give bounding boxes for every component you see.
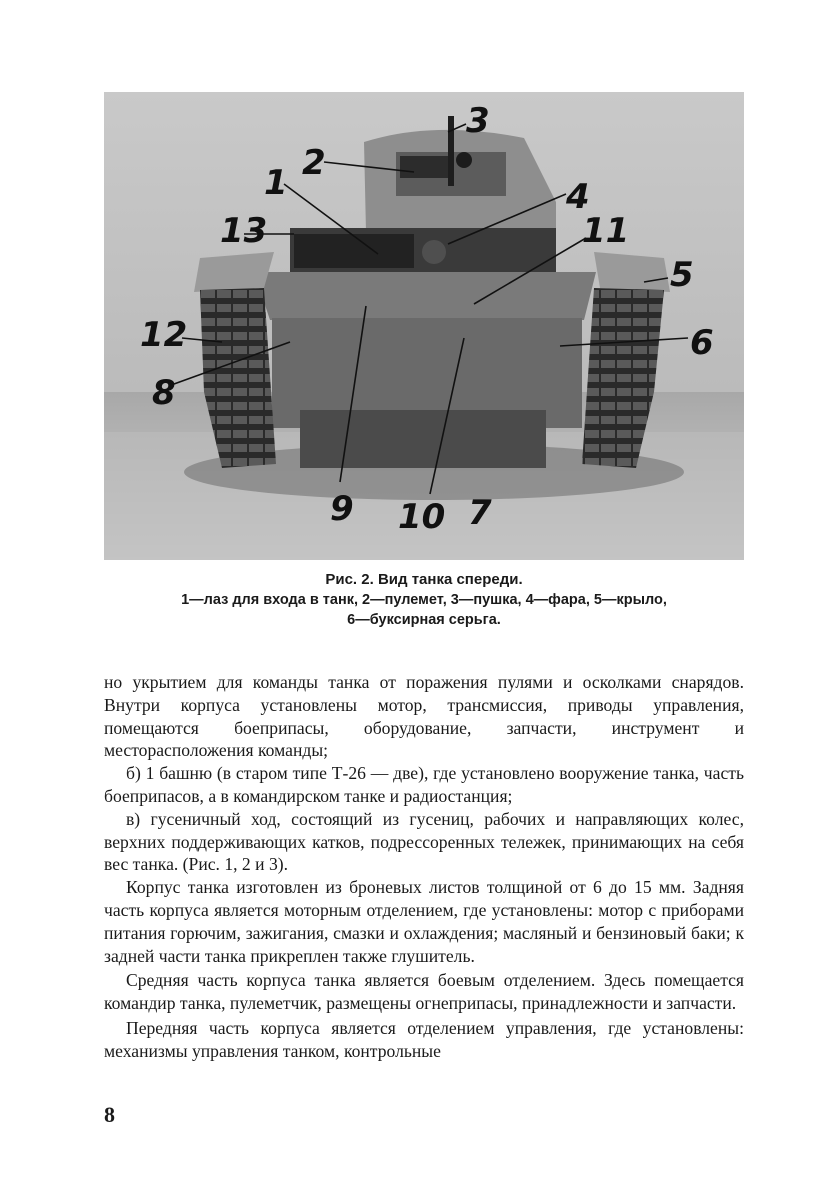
callout-2: 2 — [302, 143, 326, 183]
tank-front-photo — [104, 92, 744, 560]
paragraph: но укрытием для команды танка от поражения пулями и осколками снарядов. Внутри корпуса установлены мотор, трансмиссия, приводы управления, помещаются боеприпасы, оборудование, запчасти, инструмент и месторасположения команды; — [104, 672, 744, 761]
paragraph: Корпус танка изготовлен из броневых листов толщиной от 6 до 15 мм. Задняя часть корпуса является моторным отделением, где установлены: мотор с приборами питания горючим, зажигания, смазки и охлаждения; масляный и бензиновый баки; к задней части танка прикреплен также глушитель. — [104, 877, 744, 966]
callout-9: 9 — [330, 489, 354, 529]
callout-11: 11 — [582, 211, 630, 251]
callout-13: 13 — [220, 211, 268, 251]
figure-caption — [104, 570, 744, 630]
paragraph: в) гусеничный ход, состоящий из гусениц, рабочих и направляющих колес, верхних поддерживающих катков, подрессоренных тележек, принимающих на себя вес танка. (Рис. 1, 2 и 3). — [104, 808, 744, 875]
callout-5: 5 — [670, 255, 694, 295]
callout-3: 3 — [466, 101, 490, 141]
caption-title-line — [104, 570, 744, 590]
callout-12: 12 — [140, 315, 188, 355]
body-text — [104, 671, 744, 1063]
caption-legend-line-2: 6—буксирная серьга. — [347, 612, 501, 628]
callout-1: 1 — [264, 163, 288, 203]
callout-8: 8 — [152, 373, 176, 413]
caption-legend-line-1: 1—лаз для входа в танк, 2—пулемет, 3—пушка, 4—фара, 5—крыло, — [181, 592, 667, 608]
page-number: 8 — [104, 1102, 115, 1127]
tank-photo-drawing — [104, 92, 744, 560]
paragraph: Передняя часть корпуса является отделением управления, где установлены: механизмы управления танком, контрольные — [104, 1017, 744, 1061]
callout-6: 6 — [690, 323, 714, 363]
callout-4: 4 — [566, 177, 590, 217]
paragraph: Средняя часть корпуса танка является боевым отделением. Здесь помещается командир танка, пулеметчик, размещены огнеприпасы, принадлежности и запчасти. — [104, 970, 744, 1014]
callout-7: 7 — [468, 493, 492, 533]
callout-10: 10 — [398, 497, 446, 537]
caption-title: Вид танка спереди. — [377, 571, 523, 588]
paragraph: б) 1 башню (в старом типе Т-26 — две), где установлено вооружение танка, часть боеприпасов, а в командирском танке и радиостанция; — [104, 763, 744, 806]
caption-label: Рис. 2. — [325, 571, 374, 588]
